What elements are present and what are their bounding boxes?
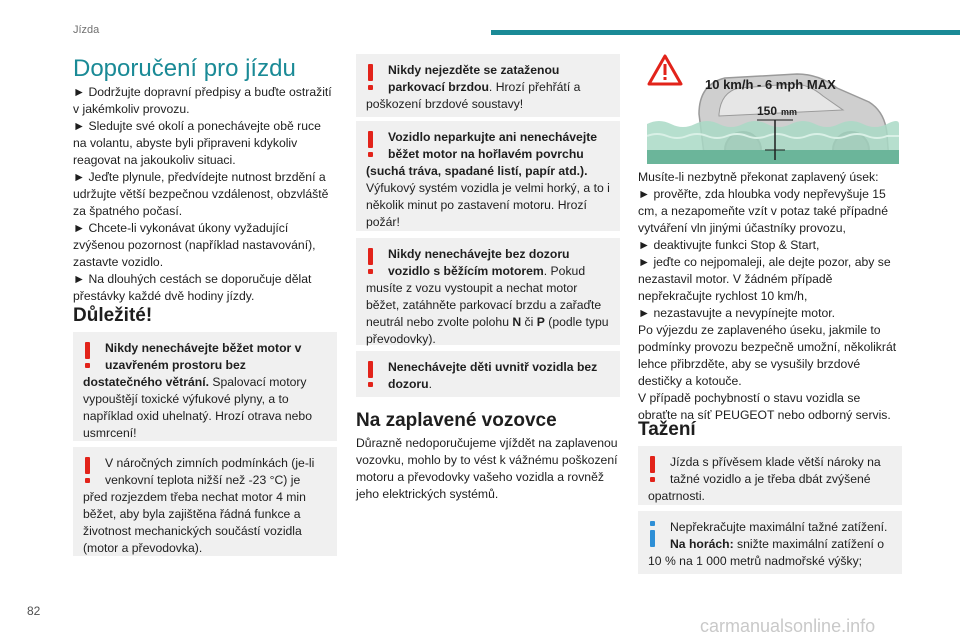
list-item: ► Na dlouhých cestách se doporučuje dělat přestávky každé dvě hodiny jízdy. <box>73 272 312 303</box>
flooded-road-figure <box>647 54 899 164</box>
warning-icon <box>368 131 373 157</box>
list-item: ► Jeďte plynule, předvídejte nutnost brzdění a udržujte větší bezpečnou vzdálenost, obzvláště za špatného počasí. <box>73 170 329 218</box>
warning-bold: Nikdy nenechávejte bez dozoru vozidlo s běžícím motorem <box>388 247 570 278</box>
list-item: ► Sledujte své okolí a ponechávejte obě ruce na volantu, abyste byli připraveni kdykoliv reagovat na jakoukoliv situaci. <box>73 119 321 167</box>
warning-text: Výfukový systém vozidla je velmi horký, a to i několik minut po zastavení motoru. Hrozí požár! <box>366 181 610 229</box>
warning-box <box>73 332 337 441</box>
depth-value: 150 <box>757 104 778 118</box>
warning-text: . Pokud musíte z vozu vystoupit a nechat motor běžet, zatáhněte parkovací brzdu a zařaďte neutrál nebo zvolte polohu <box>366 264 602 329</box>
warning-icon <box>650 456 655 482</box>
warning-text: . Hrozí přehřátí a poškození brzdové soustavy! <box>366 80 581 111</box>
list-item: ► nezastavujte a nevypínejte motor. <box>638 306 836 320</box>
warning-text: . <box>428 377 433 391</box>
warning-bold: Nikdy nenechávejte běžet motor v uzavřeném prostoru bez dostatečného větrání. <box>83 341 302 389</box>
page-number: 82 <box>27 604 41 618</box>
warning-text: (podle typu převodovky). <box>366 315 609 346</box>
warning-text: V náročných zimních podmínkách (je-li venkovní teplota nižší než -23 °C) je před rozjezdem třeba nechat motor 4 min běžet, aby byla zajištěna řádná funkce a životnost mechanických součástí vozidla (motor a převodovka). <box>83 456 315 555</box>
warning-icon <box>368 248 373 274</box>
info-icon <box>650 521 655 547</box>
warning-text: Jízda s přívěsem klade větší nároky na tažné vozidlo a je třeba dbát zvýšené opatrnosti. <box>648 455 881 503</box>
flood-instructions <box>638 169 902 424</box>
warning-box <box>356 54 620 117</box>
warning-text: Spalovací motory vypouštějí toxické výfukové plyny, a to například oxid uhelnatý. Hrozí otrava nebo usmrcení! <box>83 375 312 440</box>
list-item: Po výjezdu ze zaplaveného úseku, jakmile to podmínky provozu bezpečně umožní, několikrát lehce přibrzděte, aby se vysušily brzdové destičky a kotouče. <box>638 323 897 388</box>
warning-bold: Nenechávejte děti uvnitř vozidla bez dozoru <box>388 360 598 391</box>
flood-text: Důrazně nedoporučujeme vjíždět na zaplavenou vozovku, mohlo by to vést k vážnému poškození motoru a převodovky vašeho vozidla a rovněž jeho elektrických systémů. <box>356 436 618 501</box>
list-item: Musíte-li nezbytně překonat zaplavený úsek: <box>638 170 879 184</box>
flood-heading: Na zaplavené vozovce <box>356 410 557 431</box>
flood-illustration <box>647 54 899 164</box>
list-item: ► Dodržujte dopravní předpisy a buďte ostražití v jakémkoliv provozu. <box>73 85 332 116</box>
section-label: Jízda <box>73 24 100 36</box>
important-heading: Důležité! <box>73 305 153 326</box>
watermark: carmanualsonline.info <box>700 616 876 636</box>
warning-bold: Nikdy nejezděte se zataženou parkovací brzdou <box>388 63 560 94</box>
warning-text: či <box>521 315 537 329</box>
speed-label: 10 km/h - 6 mph MAX <box>705 77 836 92</box>
warning-box <box>638 446 902 505</box>
depth-unit: mm <box>781 107 798 117</box>
gear-position-n: N <box>512 315 522 329</box>
gear-position-p: P <box>536 315 545 329</box>
towing-heading: Tažení <box>638 419 696 440</box>
section-title: Doporučení pro jízdu <box>73 55 296 82</box>
warning-box <box>356 351 620 397</box>
driving-tips-list <box>73 84 337 305</box>
list-item: ► deaktivujte funkci Stop & Start, <box>638 238 820 252</box>
warning-box <box>73 447 337 556</box>
list-item: V případě pochybností o stavu vozidla se obraťte na síť PEUGEOT nebo odborný servis. <box>638 391 891 422</box>
header-rule <box>491 30 960 35</box>
warning-bold: Vozidlo neparkujte ani nenechávejte běžet motor na hořlavém povrchu (suchá tráva, spadané listí, papír atd.). <box>366 130 598 178</box>
list-item: ► Chcete-li vykonávat úkony vyžadující zvýšenou pozornost (například nastavování), zastavte vozidlo. <box>73 221 316 269</box>
info-text: snižte maximální zatížení o 10 % na 1 000 metrů nadmořské výšky; <box>648 537 885 568</box>
warning-icon <box>85 342 90 368</box>
warning-icon <box>368 361 373 387</box>
warning-box <box>356 238 620 345</box>
warning-icon <box>368 64 373 90</box>
list-item: ► jeďte co nejpomaleji, ale dejte pozor, aby se nezastavil motor. V žádném případě nepřekračujte rychlost 10 km/h, <box>638 255 891 303</box>
list-item: ► prověřte, zda hloubka vody nepřevyšuje 15 cm, a nezapomeňte vzít v potaz také případné vytváření vln jinými účastníky provozu, <box>638 187 888 235</box>
info-text: Nepřekračujte maximální tažné zatížení. <box>670 520 888 534</box>
warning-icon <box>85 457 90 483</box>
info-bold: Na horách: <box>670 537 734 551</box>
info-box <box>638 511 902 574</box>
warning-box <box>356 121 620 231</box>
